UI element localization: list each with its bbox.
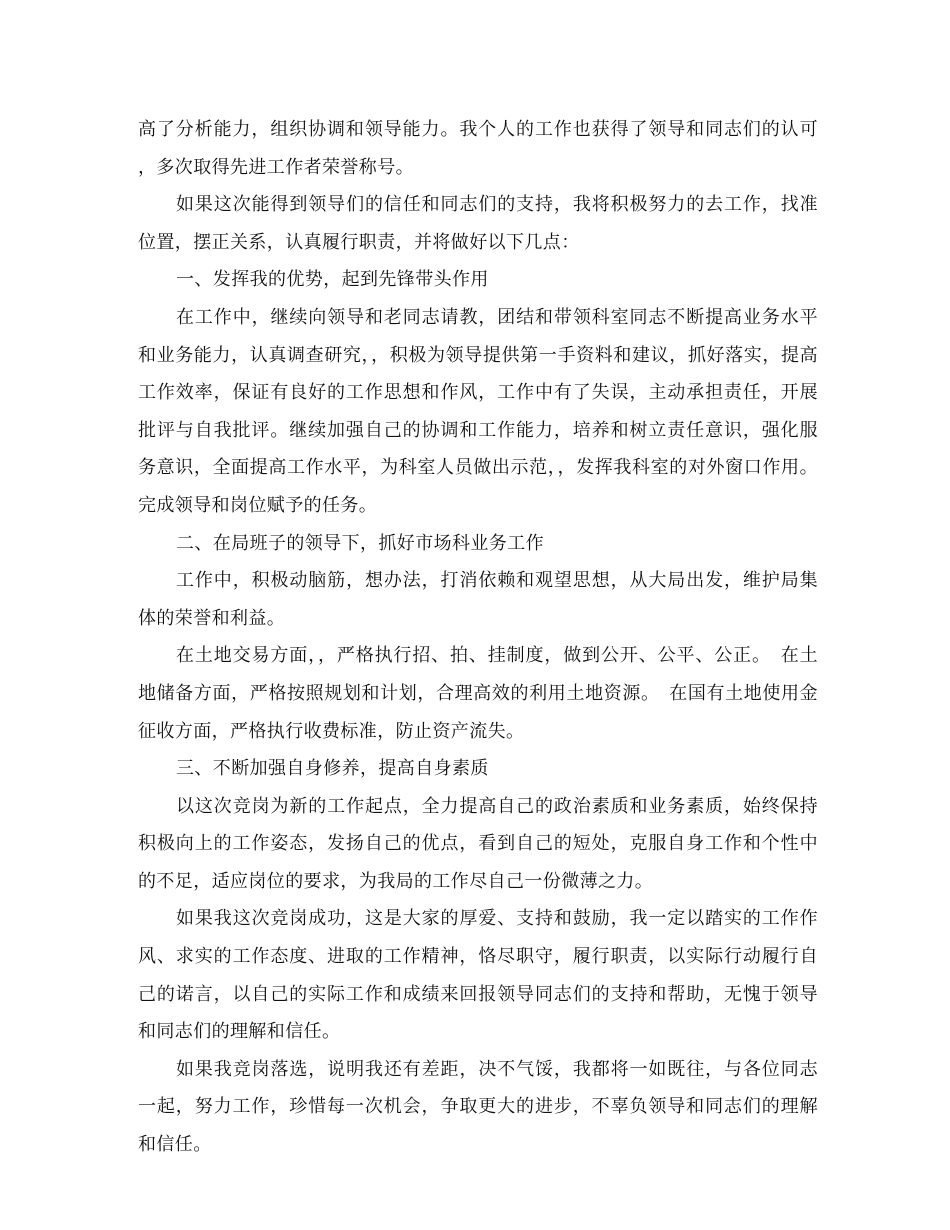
section-heading-2: 二、在局班子的领导下，抓好市场科业务工作	[176, 532, 544, 554]
paragraph-8: 如果我竞岗落选，说明我还有差距，决不气馁，我都将一如既往，与各位同志一起，努力工作，珍惜每一次机会，争取更大的进步，不辜负领导和同志们的理解和信任。	[138, 1058, 818, 1156]
section-heading-3: 三、不断加强自身修养，提高自身素质	[176, 758, 489, 780]
paragraph-3: 在工作中，继续向领导和老同志请教，团结和带领科室同志不断提高业务水平和业务能力，认真调查研究，，积极为领导提供第一手资料和建议，抓好落实，提高工作效率，保证有良好的工作思想和作风，工作中有了失误，主动承担责任，开展批评与自我批评。继续加强自己的协调和工作能力，培养和树立责任意识，强化服务意识，全面提高工作水平，为科室人员做出示范，，发挥我科室的对外窗口作用。完成领导和岗位赋予的任务。	[138, 306, 818, 516]
document-body	[138, 111, 818, 1164]
paragraph-1: 高了分析能力，组织协调和领导能力。我个人的工作也获得了领导和同志们的认可，多次取得先进工作者荣誉称号。	[138, 119, 818, 178]
paragraph-5: 在土地交易方面，，严格执行招、拍、挂制度，做到公开、公平、公正。 在土地储备方面，严格按照规划和计划，合理高效的利用土地资源。 在国有土地使用金征收方面，严格执行收费标准，防止资产流失。	[138, 645, 818, 742]
paragraph-2: 如果这次能得到领导们的信任和同志们的支持，我将积极努力的去工作，找准位置，摆正关系，认真履行职责，并将做好以下几点：	[138, 194, 818, 253]
paragraph-7: 如果我这次竞岗成功，这是大家的厚爱、支持和鼓励，我一定以踏实的工作作风、求实的工作态度、进取的工作精神，恪尽职守，履行职责，以实际行动履行自己的诺言，以自己的实际工作和成绩来回报领导同志们的支持和帮助，无愧于领导和同志们的理解和信任。	[138, 908, 818, 1043]
section-heading-1: 一、发挥我的优势，起到先锋带头作用	[176, 269, 489, 291]
paragraph-4: 工作中，积极动脑筋，想办法，打消依赖和观望思想，从大局出发，维护局集体的荣誉和利益。	[138, 570, 818, 629]
paragraph-6: 以这次竞岗为新的工作起点，全力提高自己的政治素质和业务素质，始终保持积极向上的工作姿态，发扬自己的优点，看到自己的短处，克服自身工作和个性中的不足，适应岗位的要求，为我局的工作尽自己一份微薄之力。	[138, 795, 818, 892]
